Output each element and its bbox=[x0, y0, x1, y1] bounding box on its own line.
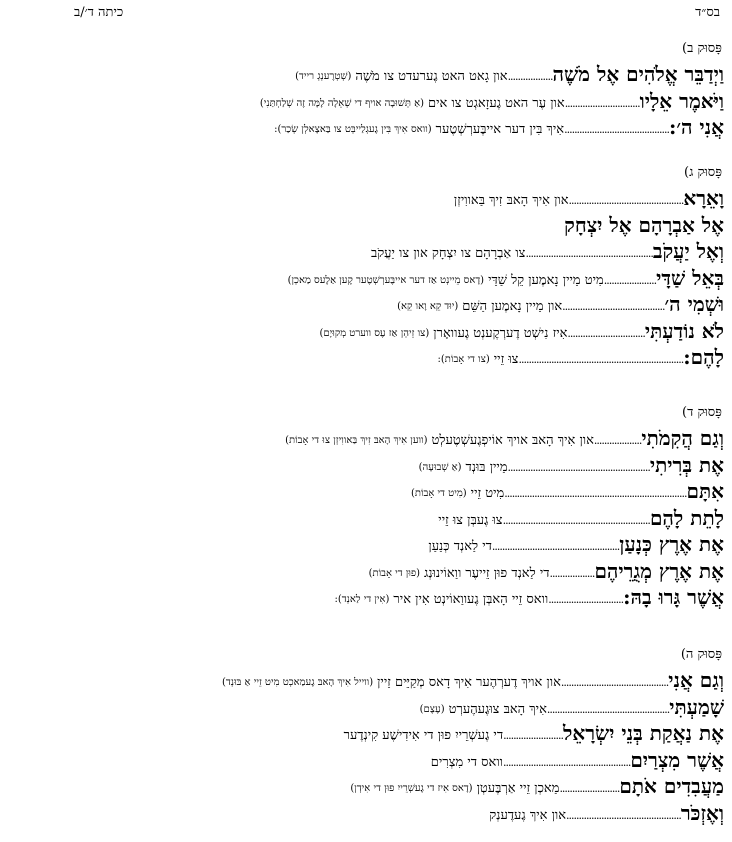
verse-line bbox=[6, 209, 724, 235]
dot-leader: ................................................... bbox=[503, 755, 631, 769]
yiddish-translation: די לַאנְד פוּן זֵייעֶר ווַאוֹינוּנְג bbox=[424, 565, 550, 581]
yiddish-translation: אִיךְ הָאבּ צוּגֶעהֶערְט bbox=[448, 701, 547, 717]
verse-label: פָּסוּק ד) bbox=[682, 405, 722, 420]
explanatory-note: (אַ שְׁבוּעָה) bbox=[418, 461, 462, 473]
explanatory-note: (דָאס מֵיינְט אַז דער אייבֶּערְשְׁטֶער קֶען אַלֶעס מַאכְן) bbox=[287, 274, 485, 286]
yiddish-translation: מִיט זֵיי bbox=[470, 486, 505, 501]
hebrew-phrase: אֶת אֶרֶץ כְּנָעַן bbox=[619, 532, 724, 556]
dot-leader: ................................................... bbox=[491, 540, 620, 553]
hebrew-phrase: וְאֶזְכֹּר bbox=[680, 800, 724, 825]
verse-line bbox=[6, 315, 724, 341]
bsd-header: בס״ד bbox=[695, 5, 720, 20]
verse-line bbox=[6, 581, 724, 607]
explanatory-note: (דָאס אִיז די גֶעשְׁרֵייִ פוּן די אִידְן) bbox=[350, 783, 473, 794]
explanatory-note: (פוּן די אָבוֹת) bbox=[368, 567, 421, 579]
hebrew-phrase: וַיְדַבֵּר אֱלֹהִים אֶל מֹשֶׁה bbox=[552, 62, 724, 86]
verse-line bbox=[6, 691, 724, 717]
explanatory-note: (ווען אִיךְ הָאבּ זִיךְ בַּאווִיזְן צוּ די אָבוֹת) bbox=[285, 435, 428, 446]
explanatory-note: (אַ תְּשׁוּבָה אויף די שְׁאֵלָה לָמָּה זֶה שְׁלַחְתַּנִי) bbox=[259, 97, 425, 109]
verse-label: פָּסוּק ג) bbox=[684, 165, 722, 180]
hebrew-phrase: אֲשֶׁר מִצְרַיִם bbox=[630, 747, 724, 772]
hebrew-phrase: שָׁמַעְתִּי bbox=[669, 694, 724, 719]
dot-leader: .............................. bbox=[548, 593, 624, 606]
yiddish-translation: די לַאנְד כְּנַעַן bbox=[428, 539, 492, 554]
dot-leader: ......................................... bbox=[562, 300, 665, 313]
hebrew-phrase: וְגַם אֲנִי bbox=[668, 668, 724, 692]
yiddish-translation: און אויךְ דֶערְהֶער אִיךְ דָאס מְקַיֵּים זַיין bbox=[377, 675, 561, 690]
hebrew-phrase: אֶל אַבְרָהָם אֶל יִצְחָק bbox=[564, 212, 724, 237]
verse-line bbox=[6, 475, 724, 501]
hebrew-phrase: אֶת אֶרֶץ מְגֻרֵיהֶם bbox=[594, 558, 724, 583]
dot-leader: .................. bbox=[549, 566, 595, 580]
dot-leader: ........................ bbox=[503, 729, 563, 742]
hebrew-phrase: וְאֶל יַעֲקֹב bbox=[652, 239, 724, 263]
verse-line bbox=[6, 341, 724, 367]
class-header: כיתה ד׳/ב bbox=[74, 5, 124, 20]
yiddish-translation: אִיךְ בִּין דער אייבֶּערְשְׁטֶער bbox=[435, 122, 565, 137]
verse-line bbox=[6, 235, 724, 261]
verse-line bbox=[6, 262, 724, 288]
hebrew-phrase: וָאֵרָא bbox=[683, 186, 724, 210]
verse-line bbox=[6, 502, 724, 528]
verse-line bbox=[6, 797, 724, 823]
hebrew-phrase: אֲנִי ה׳: bbox=[668, 115, 724, 139]
verse-label: פָּסוּק ה) bbox=[680, 647, 722, 662]
verse-line bbox=[6, 555, 724, 581]
verse-line bbox=[6, 85, 724, 111]
yiddish-translation: וואס זֵיי הָאבְּן גֶעווַאוֹינְט אִין איר bbox=[393, 592, 549, 607]
hebrew-phrase: אֶת נַאֲקַת בְּנֵי יִשְׂרָאֵל bbox=[563, 721, 724, 745]
dot-leader: .............................................. bbox=[566, 808, 681, 822]
verse-line bbox=[6, 528, 724, 554]
verse-line bbox=[6, 717, 724, 743]
explanatory-note: (שְׁטְרֶענְגְ רייד) bbox=[295, 71, 352, 82]
hebrew-phrase: וְגַם הֲקִמֹתִי bbox=[641, 426, 724, 450]
explanatory-note: (צו די אָבוֹת): bbox=[437, 354, 490, 365]
verse-line bbox=[6, 770, 724, 796]
verse-line bbox=[6, 449, 724, 475]
hebrew-phrase: אֶת בְּרִיתִי bbox=[649, 452, 724, 477]
dot-leader: .............................. bbox=[564, 96, 640, 110]
explanatory-note: (יוּד קֵא וָאו קֵא) bbox=[397, 301, 459, 312]
yiddish-translation: מִיט מַיין נָאמֶען קֵל שַׁדַּי bbox=[488, 272, 604, 288]
explanatory-note: (עֶצֶם) bbox=[419, 703, 445, 715]
hebrew-phrase: לָתֵת לָהֶם bbox=[649, 505, 724, 530]
hebrew-phrase: בְּאֵל שַׁדָּי bbox=[656, 265, 724, 290]
dot-leader: ........................................... bbox=[560, 676, 669, 689]
hebrew-phrase: אִתָּם bbox=[686, 479, 724, 503]
dot-leader: ........................ bbox=[559, 782, 620, 795]
dot-leader: ............................... bbox=[567, 326, 645, 340]
dot-leader: ......................................................................... bbox=[504, 487, 687, 500]
verse-line bbox=[6, 288, 724, 314]
verse-line bbox=[6, 744, 724, 770]
yiddish-translation: מַאכְן זֵיי אַרְבֶּעטְן bbox=[476, 781, 560, 796]
hebrew-phrase: אֲשֶׁר גָּרוּ בָהּ: bbox=[623, 585, 724, 609]
dot-leader: .................................................................. bbox=[518, 353, 684, 366]
yiddish-translation: וואס די מִצְרִים bbox=[430, 754, 503, 770]
hebrew-phrase: מַעֲבִדִים אֹתָם bbox=[619, 774, 724, 798]
yiddish-translation: און אִיךְ גֶעדֶענְק bbox=[489, 807, 567, 823]
explanatory-note: (צו זֵיהְן אַז עֶס ווערט מְקוּיָם) bbox=[319, 327, 430, 339]
verse-line bbox=[6, 664, 724, 690]
dot-leader: ..................... bbox=[603, 273, 657, 287]
explanatory-note: (וואס אִיךְ בִּין גֶעגְלַייבְּט צו בַּאצָאלְן שְׂכַר): bbox=[274, 124, 432, 135]
dot-leader: ................................................. bbox=[546, 702, 670, 716]
dot-leader: .................. bbox=[507, 70, 553, 83]
verse-line bbox=[6, 58, 724, 84]
yiddish-translation: און עֶר האט גֶעזָאגְט צו אים bbox=[428, 95, 565, 111]
yiddish-translation: צוּ גֶעבְּן צוּ זֵיי bbox=[438, 512, 503, 528]
verse-line bbox=[6, 111, 724, 137]
dot-leader: ................... bbox=[593, 434, 642, 447]
verse-line bbox=[6, 182, 724, 208]
dot-leader: .............................................. bbox=[568, 194, 684, 207]
yiddish-translation: צוּ זֵיי bbox=[493, 352, 519, 367]
yiddish-translation: מַיין בּוּנְד bbox=[465, 459, 508, 475]
yiddish-translation: און אִיךְ הָאבּ אויךְ אוֹיפְגֶעשְׁטֶעלְט bbox=[431, 433, 594, 448]
yiddish-translation: און גָאט האט גֶערעדט צו מֹשֶׁה bbox=[355, 69, 508, 84]
dot-leader: ......................................................... bbox=[507, 460, 650, 474]
yiddish-translation: צו אַבְרָהָם צו יִצְחָק און צו יַעֲקֹב bbox=[370, 246, 526, 261]
verse-label: פָּסוּק ב) bbox=[682, 41, 722, 56]
hebrew-phrase: וּשְׁמִי ה׳ bbox=[664, 292, 724, 316]
yiddish-translation: די גֶעשְׁרֵייִ פוּן די אִידִישֶׁע קִינְדֶער bbox=[343, 728, 504, 743]
dot-leader: ........................................................... bbox=[502, 513, 650, 527]
dot-leader: ................................................... bbox=[525, 247, 653, 260]
hebrew-phrase: לֹא נוֹדַעְתִּי bbox=[644, 318, 724, 343]
verse-line bbox=[6, 422, 724, 448]
hebrew-phrase: וַיֹּאמֶר אֵלָיו bbox=[639, 88, 724, 113]
explanatory-note: (מִיט די אָבוֹת) bbox=[410, 488, 467, 499]
explanatory-note: (ווייל אִיךְ הָאבּ גֶעמַאכְט מִיט זֵיי אַ בּוּנְד) bbox=[222, 677, 374, 688]
dot-leader: .......................................... bbox=[564, 123, 669, 136]
yiddish-translation: אִיז נִישְׁט דֶערְקֶענְט גֶעוואָרן bbox=[433, 325, 568, 341]
yiddish-translation: און מַיין נָאמֶען הַשֵּׁם bbox=[462, 299, 563, 314]
hebrew-phrase: לָהֶם: bbox=[683, 345, 724, 369]
explanatory-note: (אִין די לַאנְד): bbox=[334, 594, 390, 605]
yiddish-translation: און אִיךְ הָאבּ זִיךְ בַּאווִיזְן bbox=[453, 193, 569, 208]
